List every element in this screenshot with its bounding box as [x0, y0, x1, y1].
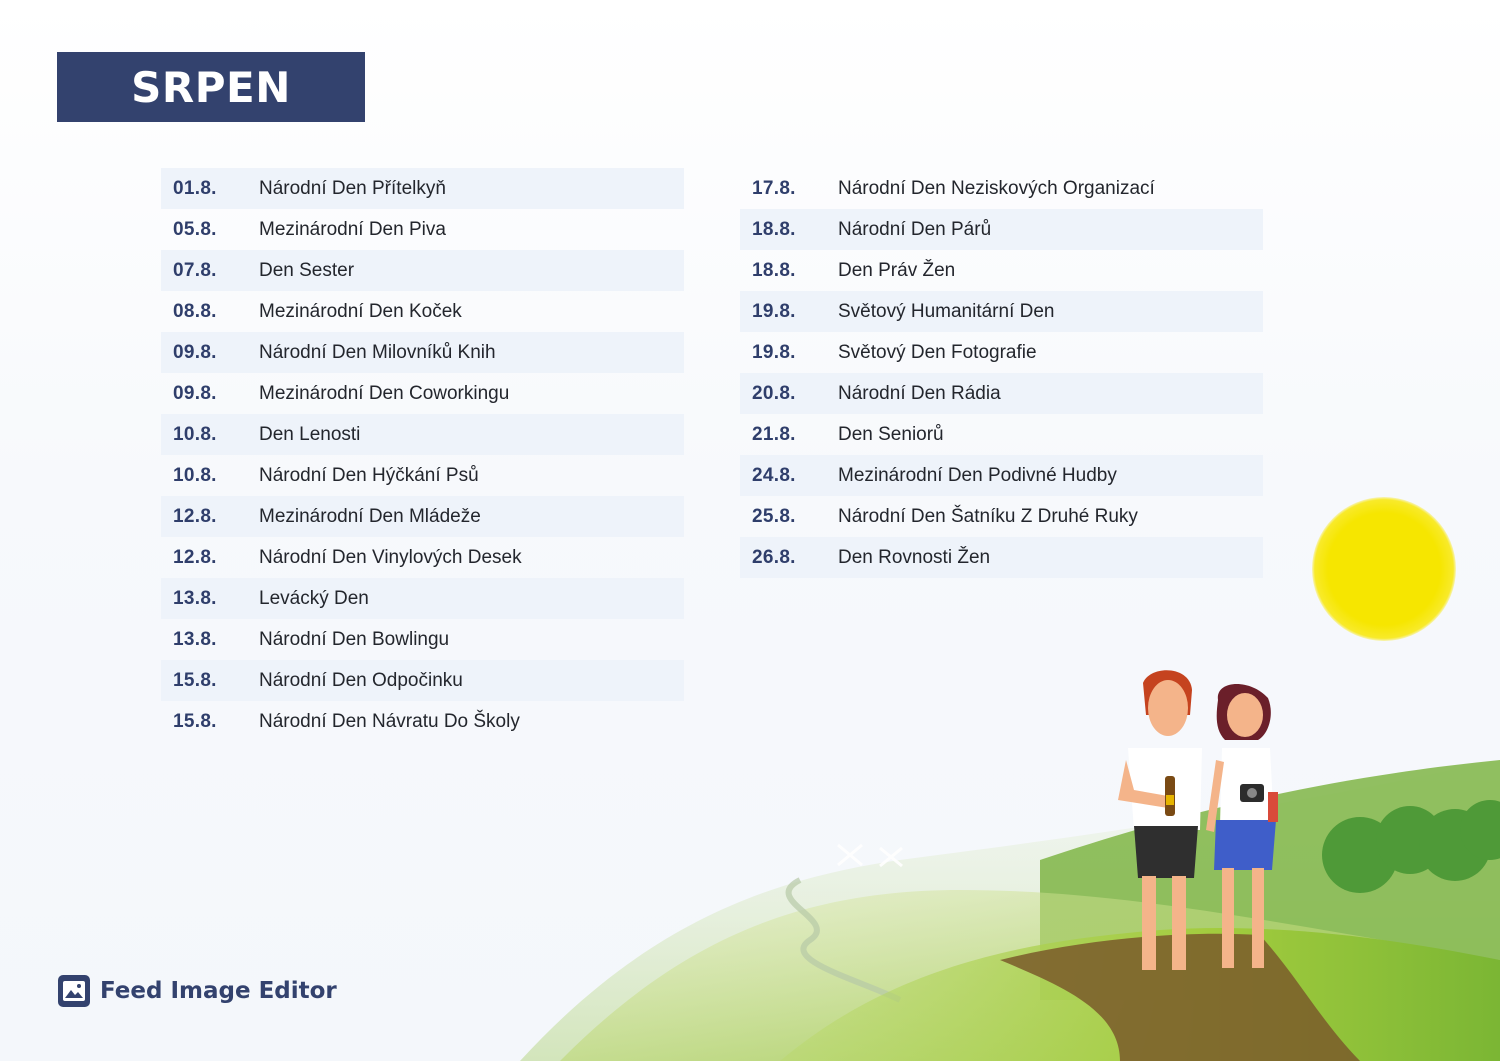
holiday-name: Den Lenosti	[259, 423, 361, 445]
holiday-date: 19.8.	[752, 300, 796, 322]
holiday-name: Světový Den Fotografie	[838, 341, 1037, 363]
holiday-name: Národní Den Návratu Do Školy	[259, 710, 520, 732]
holiday-name: Den Práv Žen	[838, 259, 956, 281]
holiday-name: Národní Den Bowlingu	[259, 628, 450, 650]
holiday-name: Národní Den Přítelkyň	[259, 177, 446, 199]
brand-name: Feed Image Editor	[100, 978, 337, 1004]
holiday-name: Den Rovnosti Žen	[838, 546, 991, 568]
holiday-name: Mezinárodní Den Piva	[259, 218, 446, 240]
holiday-name: Národní Den Šatníku Z Druhé Ruky	[838, 505, 1138, 527]
holiday-name: Mezinárodní Den Coworkingu	[259, 382, 510, 404]
holiday-date: 26.8.	[752, 546, 796, 568]
holiday-date: 25.8.	[752, 505, 796, 527]
holiday-name: Mezinárodní Den Mládeže	[259, 505, 481, 527]
holiday-date: 12.8.	[173, 546, 217, 568]
holiday-name: Den Seniorů	[838, 423, 944, 445]
holiday-name: Mezinárodní Den Podivné Hudby	[838, 464, 1117, 486]
holiday-name: Národní Den Hýčkání Psů	[259, 464, 479, 486]
holiday-date: 15.8.	[173, 669, 217, 691]
holiday-date: 05.8.	[173, 218, 217, 240]
holiday-name: Národní Den Rádia	[838, 382, 1001, 404]
holiday-date: 08.8.	[173, 300, 217, 322]
holiday-name: Levácký Den	[259, 587, 369, 609]
holiday-name: Národní Den Milovníků Knih	[259, 341, 496, 363]
holiday-date: 18.8.	[752, 259, 796, 281]
image-icon	[57, 974, 91, 1008]
holiday-date: 24.8.	[752, 464, 796, 486]
holiday-date: 13.8.	[173, 587, 217, 609]
holiday-name: Národní Den Vinylových Desek	[259, 546, 522, 568]
holiday-name: Národní Den Neziskových Organizací	[838, 177, 1155, 199]
holiday-date: 12.8.	[173, 505, 217, 527]
holiday-date: 21.8.	[752, 423, 796, 445]
holiday-date: 09.8.	[173, 341, 217, 363]
holiday-date: 20.8.	[752, 382, 796, 404]
holiday-date: 10.8.	[173, 423, 217, 445]
holiday-date: 15.8.	[173, 710, 217, 732]
holiday-name: Mezinárodní Den Koček	[259, 300, 462, 322]
holiday-name: Světový Humanitární Den	[838, 300, 1055, 322]
holiday-date: 10.8.	[173, 464, 217, 486]
holiday-date: 01.8.	[173, 177, 217, 199]
holiday-name: Den Sester	[259, 259, 355, 281]
holiday-name: Národní Den Odpočinku	[259, 669, 463, 691]
holiday-date: 13.8.	[173, 628, 217, 650]
holiday-date: 07.8.	[173, 259, 217, 281]
holiday-date: 09.8.	[173, 382, 217, 404]
month-title: SRPEN	[57, 52, 365, 122]
holiday-name: Národní Den Párů	[838, 218, 992, 240]
holiday-date: 18.8.	[752, 218, 796, 240]
holiday-date: 19.8.	[752, 341, 796, 363]
holiday-date: 17.8.	[752, 177, 796, 199]
brand-logo	[57, 974, 337, 1008]
